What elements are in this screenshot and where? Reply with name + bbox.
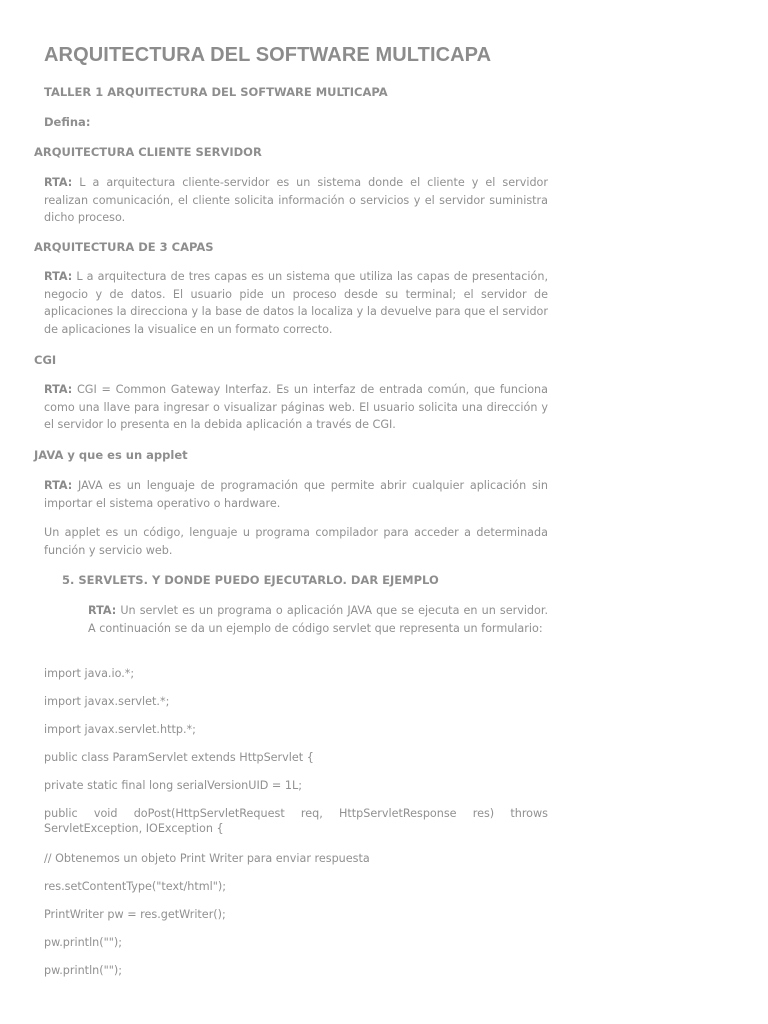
section-text: Un servlet es un programa o aplicación JAVA que se ejecuta en un servidor. A continuación se da un ejemplo de código servlet que representa un formulario: — [88, 604, 548, 635]
code-line: pw.println(""); — [44, 964, 123, 977]
rta-label: RTA: — [88, 604, 117, 617]
code-line: import javax.servlet.*; — [44, 695, 170, 708]
rta-label: RTA: — [44, 176, 73, 189]
code-line: PrintWriter pw = res.getWriter(); — [44, 908, 226, 921]
document-title: ARQUITECTURA DEL SOFTWARE MULTICAPA — [44, 44, 492, 66]
section-heading-servlets: 5. SERVLETS. Y DONDE PUEDO EJECUTARLO. DAR EJEMPLO — [62, 573, 439, 587]
define-label: Defina: — [44, 115, 91, 129]
section-heading-cliente-servidor: ARQUITECTURA CLIENTE SERVIDOR — [34, 145, 262, 159]
code-line: public class ParamServlet extends HttpServlet { — [44, 751, 314, 764]
code-line: import javax.servlet.http.*; — [44, 723, 196, 736]
code-line: private static final long serialVersionUID = 1L; — [44, 779, 302, 792]
section-paragraph-applet: Un applet es un código, lenguaje u programa compilador para acceder a determinada función y servicio web. — [44, 526, 548, 557]
rta-label: RTA: — [44, 479, 73, 492]
section-heading-java: JAVA y que es un applet — [34, 448, 188, 462]
document-subtitle: TALLER 1 ARQUITECTURA DEL SOFTWARE MULTICAPA — [44, 85, 388, 99]
section-paragraph-cliente-servidor — [44, 174, 548, 227]
code-line: public void doPost(HttpServletRequest req, HttpServletResponse res) throws ServletException, IOException { — [44, 807, 548, 835]
section-paragraph-java — [44, 477, 548, 512]
section-heading-3-capas: ARQUITECTURA DE 3 CAPAS — [34, 240, 214, 254]
section-text: CGI = Common Gateway Interfaz. Es un interfaz de entrada común, que funciona como una llave para ingresar o visualizar páginas web. El usuario solicita una dirección y el servidor lo presenta en la debida aplicación a través de CGI. — [44, 383, 548, 431]
rta-label: RTA: — [44, 383, 73, 396]
section-paragraph-3-capas — [44, 268, 548, 338]
section-text: L a arquitectura cliente-servidor es un sistema donde el cliente y el servidor realizan comunicación, el cliente solicita información o servicios y el servidor suministra dicho proceso. — [44, 176, 548, 224]
section-text: L a arquitectura de tres capas es un sistema que utiliza las capas de presentación, negocio y de datos. El usuario pide un proceso desde su terminal; el servidor de aplicaciones la direcciona y la base de datos la localiza y la devuelve para que el servidor de aplicaciones la visualice en un formato correcto. — [44, 270, 548, 336]
section-paragraph-servlets — [88, 602, 548, 637]
code-line: res.setContentType("text/html"); — [44, 880, 227, 893]
code-line: pw.println(""); — [44, 936, 123, 949]
code-line: import java.io.*; — [44, 667, 135, 680]
section-heading-cgi: CGI — [34, 353, 57, 367]
section-text: JAVA es un lenguaje de programación que permite abrir cualquier aplicación sin importar el sistema operativo o hardware. — [44, 479, 548, 510]
section-paragraph-cgi — [44, 381, 548, 434]
rta-label: RTA: — [44, 270, 73, 283]
code-comment-line: // Obtenemos un objeto Print Writer para enviar respuesta — [44, 852, 370, 865]
